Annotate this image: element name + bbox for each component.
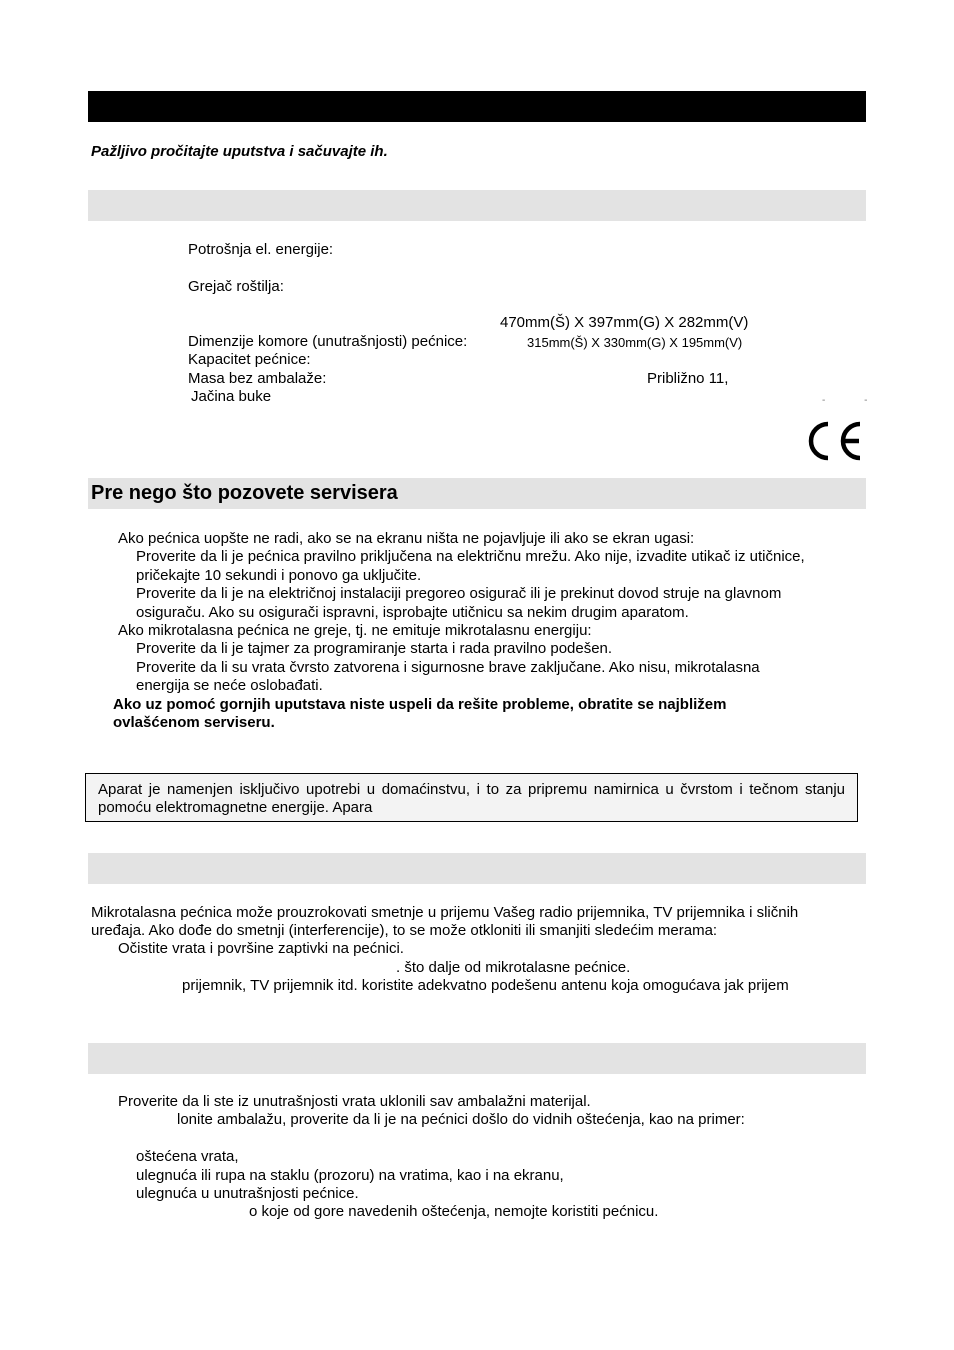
install-line5: ulegnuća u unutrašnjosti pećnice. (136, 1185, 359, 1202)
spec-cavity-value: 315mm(Š) X 330mm(G) X 195mm(V) (527, 335, 743, 350)
service-section-title: Pre nego što pozovete servisera (88, 478, 866, 509)
service-p1b-line1: Proverite da li je na električnoj instalaciji pregoreo osigurač ili je prekinut dovod struje na glavnom (136, 585, 782, 602)
service-bold-line2: ovlašćenom serviseru. (113, 714, 275, 731)
service-p1b-line2: osiguraču. Ako su osigurači ispravni, isprobajte utičnicu sa nekim drugim aparatom. (136, 604, 689, 621)
install-line3: oštećena vrata, (136, 1148, 239, 1165)
service-p1: Ako pećnica uopšte ne radi, ako se na ekranu ništa ne pojavljuje ili ako se ekran ugasi: (118, 530, 695, 547)
interference-line3: Očistite vrata i površine zaptivki na pećnici. (118, 940, 404, 957)
service-p1a-line2: pričekajte 10 sekundi i ponovo ga uključite. (136, 567, 422, 584)
interference-line5: prijemnik, TV prijemnik itd. koristite adekvatno podešenu antenu koja omogućava jak prijem (182, 977, 789, 994)
interference-line2: uređaja. Ako dođe do smetnji (interferencije), to se može otkloniti ili smanjiti sledećim merama: (91, 922, 718, 939)
spec-outer-dimensions: 470mm(Š) X 397mm(G) X 282mm(V) (500, 314, 749, 331)
usage-notice-box: Aparat je namenjen isključivo upotrebi u domaćinstvu, i to za pripremu namirnica u čvrstom i tečnom stanju pomoću elektromagnetne energije. Apara (85, 773, 858, 822)
service-p2b-line1: Proverite da li su vrata čvrsto zatvorena i sigurnosne brave zaključane. Ako nisu, mikrotalasna (136, 659, 760, 676)
header-bar (88, 91, 866, 122)
spec-cavity-label: Dimenzije komore (unutrašnjosti) pećnice: (188, 333, 468, 350)
spec-weight-label: Masa bez ambalaže: (188, 370, 327, 387)
spec-capacity-label: Kapacitet pećnice: (188, 351, 311, 368)
ce-mark-icon (802, 420, 864, 462)
install-line2: lonite ambalažu, proverite da li je na pećnici došlo do vidnih oštećenja, kao na primer: (177, 1111, 745, 1128)
install-line4: ulegnuća ili rupa na staklu (prozoru) na vratima, kao i na ekranu, (136, 1167, 564, 1184)
install-line6: o koje od gore navedenih oštećenja, nemojte koristiti pećnicu. (249, 1203, 659, 1220)
spec-grill-label: Grejač roštilja: (188, 278, 284, 295)
service-p2: Ako mikrotalasna pećnica ne greje, tj. ne emituje mikrotalasnu energiju: (118, 622, 592, 639)
interference-section-bar (88, 853, 866, 884)
spec-power-label: Potrošnja el. energije: (188, 241, 334, 258)
intro-note: Pažljivo pročitajte uputstva i sačuvajte ih. (91, 143, 388, 160)
interference-line4: . što dalje od mikrotalasne pećnice. (396, 959, 631, 976)
install-line1: Proverite da li ste iz unutrašnjosti vrata uklonili sav ambalažni materijal. (118, 1093, 591, 1110)
service-bold-line1: Ako uz pomoć gornjih uputstava niste uspeli da rešite probleme, obratite se najbližem (113, 696, 727, 713)
service-p1a-line1: Proverite da li je pećnica pravilno priključena na električnu mrežu. Ako nije, izvadite utikač iz utičnice, (136, 548, 805, 565)
specs-section-bar (88, 190, 866, 221)
install-section-bar (88, 1043, 866, 1074)
service-p2a: Proverite da li je tajmer za programiranje starta i rada pravilno podešen. (136, 640, 613, 657)
service-p2b-line2: energija se neće oslobađati. (136, 677, 323, 694)
spec-weight-value: Približno 11, (647, 370, 729, 387)
ce-small-marks: - - (822, 395, 886, 406)
spec-noise-label: Jačina buke (191, 388, 272, 405)
interference-line1: Mikrotalasna pećnica može prouzrokovati smetnje u prijemu Vašeg radio prijemnika, TV prijemnika i sličnih (91, 904, 799, 921)
